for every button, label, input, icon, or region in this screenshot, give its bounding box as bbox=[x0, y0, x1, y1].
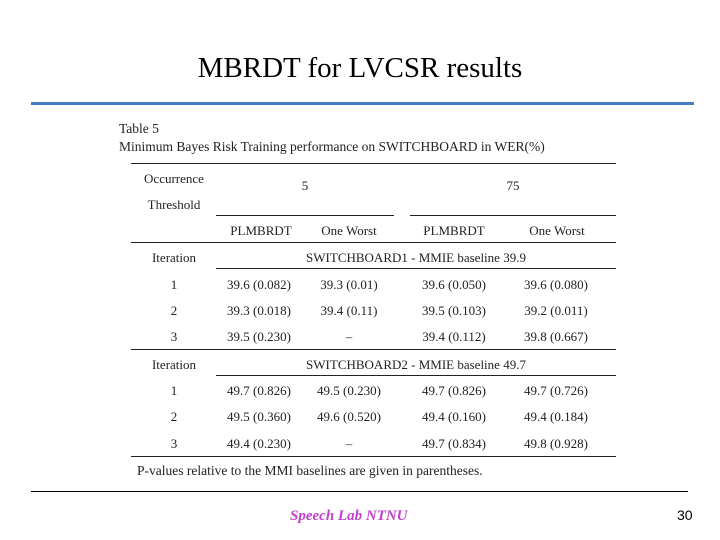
s1-r1-iteration: 1 bbox=[170, 277, 178, 292]
s2-r2-oneworst-5: 49.6 (0.520) bbox=[317, 409, 381, 424]
s2-r2-plmbrdt-5: 49.5 (0.360) bbox=[227, 409, 291, 424]
s2-r3-iteration: 3 bbox=[170, 436, 178, 451]
threshold-5-rule bbox=[216, 215, 394, 216]
s1-r3-oneworst-75: 39.8 (0.667) bbox=[524, 329, 588, 344]
col-header-oneworst-5: One Worst bbox=[321, 223, 377, 238]
s2-r3-plmbrdt-5: 49.4 (0.230) bbox=[227, 436, 291, 451]
s2-r2-plmbrdt-75: 49.4 (0.160) bbox=[422, 409, 486, 424]
s2-r2-oneworst-75: 49.4 (0.184) bbox=[524, 409, 588, 424]
header-threshold-75: 75 bbox=[506, 178, 520, 193]
s1-r2-oneworst-75: 39.2 (0.011) bbox=[524, 303, 588, 318]
s2-r3-oneworst-5: – bbox=[345, 436, 353, 451]
s2-r1-plmbrdt-75: 49.7 (0.826) bbox=[422, 383, 486, 398]
s1-r2-plmbrdt-75: 39.5 (0.103) bbox=[422, 303, 486, 318]
header-bottom-rule bbox=[131, 242, 616, 243]
s1-r3-plmbrdt-5: 39.5 (0.230) bbox=[227, 329, 291, 344]
s1-r3-oneworst-5: – bbox=[345, 329, 353, 344]
s1-r3-iteration: 3 bbox=[170, 329, 178, 344]
s2-r1-iteration: 1 bbox=[170, 383, 178, 398]
s1-r1-oneworst-5: 39.3 (0.01) bbox=[320, 277, 378, 292]
s2-r3-oneworst-75: 49.8 (0.928) bbox=[524, 436, 588, 451]
title-underline bbox=[31, 102, 694, 105]
s2-r1-oneworst-5: 49.5 (0.230) bbox=[317, 383, 381, 398]
s1-r2-oneworst-5: 39.4 (0.11) bbox=[320, 303, 378, 318]
s1-r1-plmbrdt-75: 39.6 (0.050) bbox=[422, 277, 486, 292]
table-caption bbox=[119, 120, 545, 156]
s1-r3-plmbrdt-75: 39.4 (0.112) bbox=[422, 329, 486, 344]
col-header-plmbrdt-5: PLMBRDT bbox=[230, 223, 292, 238]
s1-r2-plmbrdt-5: 39.3 (0.018) bbox=[227, 303, 291, 318]
table-top-rule bbox=[131, 163, 616, 164]
s1-r1-oneworst-75: 39.6 (0.080) bbox=[524, 277, 588, 292]
section2-iteration-label: Iteration bbox=[151, 357, 197, 372]
header-occurrence: Occurrence bbox=[144, 171, 204, 186]
col-header-oneworst-75: One Worst bbox=[529, 223, 585, 238]
s2-r3-plmbrdt-75: 49.7 (0.834) bbox=[422, 436, 486, 451]
s2-r1-plmbrdt-5: 49.7 (0.826) bbox=[227, 383, 291, 398]
table-label: Table 5 bbox=[119, 121, 159, 136]
s2-r2-iteration: 2 bbox=[170, 409, 178, 424]
table-note: P-values relative to the MMI baselines are given in parentheses. bbox=[137, 463, 483, 478]
header-threshold: Threshold bbox=[147, 197, 201, 212]
section2-bottom-rule bbox=[131, 456, 616, 457]
s2-r1-oneworst-75: 49.7 (0.726) bbox=[524, 383, 588, 398]
footer-lab-name: Speech Lab NTNU bbox=[290, 508, 408, 524]
table-caption-text: Minimum Bayes Risk Training performance on SWITCHBOARD in WER(%) bbox=[119, 139, 545, 154]
threshold-75-rule bbox=[410, 215, 616, 216]
slide-title: MBRDT for LVCSR results bbox=[197, 52, 523, 84]
footer-rule bbox=[31, 491, 688, 492]
section1-title-rule bbox=[216, 268, 616, 269]
s1-r1-plmbrdt-5: 39.6 (0.082) bbox=[227, 277, 291, 292]
s1-r2-iteration: 2 bbox=[170, 303, 178, 318]
section1-title: SWITCHBOARD1 - MMIE baseline 39.9 bbox=[306, 250, 526, 265]
section2-title: SWITCHBOARD2 - MMIE baseline 49.7 bbox=[306, 357, 526, 372]
col-header-plmbrdt-75: PLMBRDT bbox=[423, 223, 485, 238]
page-number: 30 bbox=[677, 507, 693, 523]
section1-bottom-rule bbox=[131, 349, 616, 350]
section2-title-rule bbox=[216, 375, 616, 376]
header-threshold-5: 5 bbox=[301, 178, 309, 193]
section1-iteration-label: Iteration bbox=[151, 250, 197, 265]
